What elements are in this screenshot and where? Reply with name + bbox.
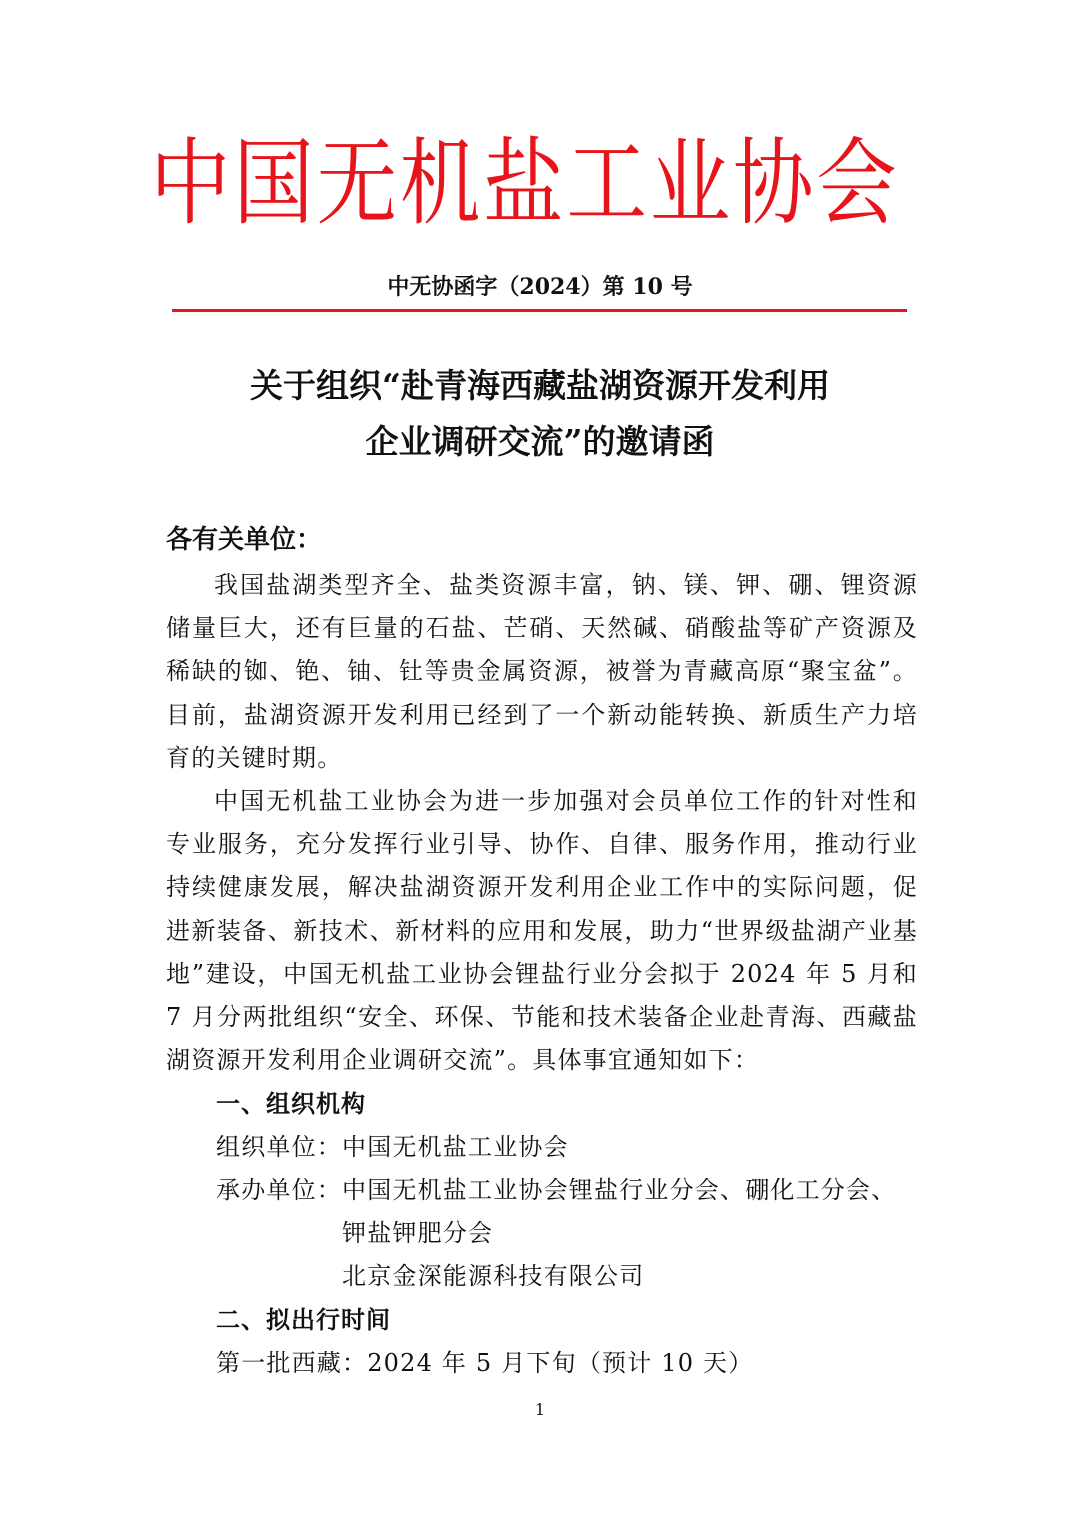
batch-1-line: 第一批西藏：2024 年 5 月下旬（预计 10 天） <box>216 1348 754 1377</box>
organization-letterhead <box>150 128 899 238</box>
document-number: 中无协函字（2024）第 10 号 <box>387 274 693 300</box>
letterhead-char: 协 <box>732 128 816 238</box>
salutation: 各有关单位： <box>166 525 323 555</box>
host-line-3: 北京金深能源科技有限公司 <box>342 1262 645 1291</box>
title-line-1: 关于组织“赴青海西藏盐湖资源开发利用 <box>250 366 830 405</box>
letterhead-char: 机 <box>399 128 483 238</box>
paragraph-1: 我国盐湖类型齐全、盐类资源丰富，钠、镁、钾、硼、锂资源储量巨大，还有巨量的石盐、芒硝、天然碱、硝酸盐等矿产资源及稀缺的铷、铯、铀、钍等贵金属资源，被誉为青藏高原“聚宝盆”。目前，盐湖资源开发利用已经到了一个新动能转换、新质生产力培育的关键时期。 <box>166 571 918 772</box>
section-heading-organization: 一、组织机构 <box>216 1089 366 1119</box>
document-body <box>166 518 918 1385</box>
host-line-1: 承办单位：中国无机盐工业协会锂盐行业分会、硼化工分会、 <box>216 1175 897 1204</box>
organizer-line: 组织单位：中国无机盐工业协会 <box>216 1132 569 1161</box>
letterhead-char: 盐 <box>483 128 566 238</box>
letterhead-char: 国 <box>233 128 316 238</box>
letterhead-char: 工 <box>566 128 649 238</box>
paragraph-2: 中国无机盐工业协会为进一步加强对会员单位工作的针对性和专业服务，充分发挥行业引导、协作、自律、服务作用，推动行业持续健康发展，解决盐湖资源开发利用企业工作中的实际问题，促进新装备、新技术、新材料的应用和发展，助力“世界级盐湖产业基地”建设，中国无机盐工业协会锂盐行业分会拟于 2024 年 5 月和 7 月分两批组织“安全、环保、节能和技术装备企业赴青海、西藏盐湖资源开发利用企业调研交流”。具体事宜通知如下： <box>166 787 918 1075</box>
header-divider <box>172 309 907 312</box>
letterhead-char: 中 <box>150 128 233 238</box>
host-line-2: 钾盐钾肥分会 <box>342 1219 494 1248</box>
section-heading-schedule: 二、拟出行时间 <box>216 1305 391 1335</box>
letterhead-char: 会 <box>816 128 899 238</box>
document-title <box>0 358 1080 470</box>
title-line-2: 企业调研交流”的邀请函 <box>365 422 715 461</box>
letterhead-char: 业 <box>649 128 733 238</box>
letterhead-char: 无 <box>316 128 400 238</box>
page-number: 1 <box>534 1400 546 1419</box>
